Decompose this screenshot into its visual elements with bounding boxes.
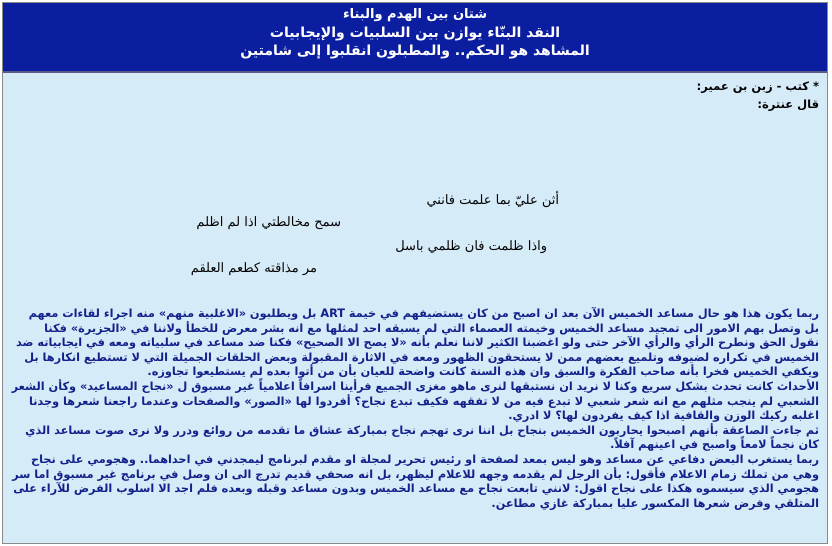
verse-1: أثن عليّ بما علمت فانني	[426, 193, 559, 208]
article-body	[11, 77, 819, 511]
header-title: النقد البنّاء يوازن بين السلبيات والإيجابيات	[269, 25, 561, 41]
header-subtitle: المشاهد هو الحكم.. والمطبلون انقلبوا إلى شامتين	[240, 43, 590, 59]
article-header	[3, 3, 827, 73]
paragraph-4: ربما يستغرب البعض دفاعي عن مساعد وهو ليس بمعد لصفحة او رئيس تحرير لمجلة او مقدم لبرنامج ليمجدني في احداهما.. وهجومي على نجاح وهي من تملك زمام الاعلام فأقول: بأن الرجل لم يقدمه وجهه للاعلام ليظهر، بل انه صحفي قديم تدرج الى ان وصل في برنامج غير مسبوق اما سر هجومي الذي سيسموه هكذا على نجاح اقول: لانني تابعت نجاح مع مساعد الخميس وبدون مساعد وقبله وبعده فلم اجد الا اسلوب الفرض للآراء على المتلقي وفرض شعرها المكسور عليا بمباركة غازي مطاعن.	[12, 452, 819, 510]
quote-intro: قال عنترة:	[757, 97, 819, 111]
paragraph-3: ثم جاءت الصاعقة بأنهم اصبحوا يحاربون الخميس بنجاح بل اننا نرى تهجم نجاح بمباركة عشاق ما تقدمه من روائع ودرر ولا نرى صوت مساعد الذي كان نجماً لامعاً واصبح في اعينهم آفلاً.	[25, 423, 819, 452]
header-kicker: شتان بين الهدم والبناء	[342, 7, 488, 22]
verse-2: سمح مخالطتي اذا لم اظلم	[196, 215, 341, 230]
verse-4: مر مذاقته كطعم العلقم	[190, 261, 317, 276]
poem-block	[11, 113, 819, 307]
paragraph-1: ربما يكون هذا هو حال مساعد الخميس الآن بعد ان اصبح من كان يستضيفهم في خيمة ART بل ويطلبون «الاغلبية منهم» منه اجراء لقاءات معهم بل وتصل بهم الامور الى تمجيد مساعد الخميس وخيمته العصماء التي لم يسبقه احد لمثلها مع انه بشر معرض للخطأ ولاننا في «الجزيرة» فكنا نقول الحق ونطرح الرأي والرأي الآخر حتى ولو اغضبنا الكثير لاننا نعلم بأنه «لا يصح الا الصحيح» فكنا ضد مساعد في سلبياته ومعه في ايجابياته ضد الخميس في تكراره لضيوفه وتلميع بعضهم ممن لا يستحقون الظهور ومعه في الاثارة المقبولة وبعض الحلقات الجميلة التي لا تستطيع انكارها بل ويكفي الخميس فخرا بأنه صاحب الفكرة والسبق وان هذه السنة كانت واضحة للعيان بأن من أتوا بعده لم يستطيعوا تجاوزه.	[16, 307, 819, 379]
paragraph-2: الأحداث كانت تحدث بشكل سريع وكنا لا نريد ان نستبقها لنرى ماهو مغزى الجميع فرأينا اسرافاً اعلامياً غير مسبوق ل «نجاح المساعيد» وكأن الشعر الشعبي لم ينجب مثلهم مع انه شعر شعبي لا تبدع فيه من لا تفقهه فكيف تبدع نجاح؟ أفردوا لها «الصور» والصفحات وعندما راجعنا شعرها وجدنا اغلبه ركيك الوزن والقافية اذا كيف يفردون لها؟ لا ادري.	[11, 379, 819, 423]
article-frame	[2, 2, 828, 544]
verse-3: واذا ظلمت فان ظلمي باسل	[395, 239, 547, 254]
author-line: * كتب - زبن بن عمير:	[696, 79, 819, 93]
